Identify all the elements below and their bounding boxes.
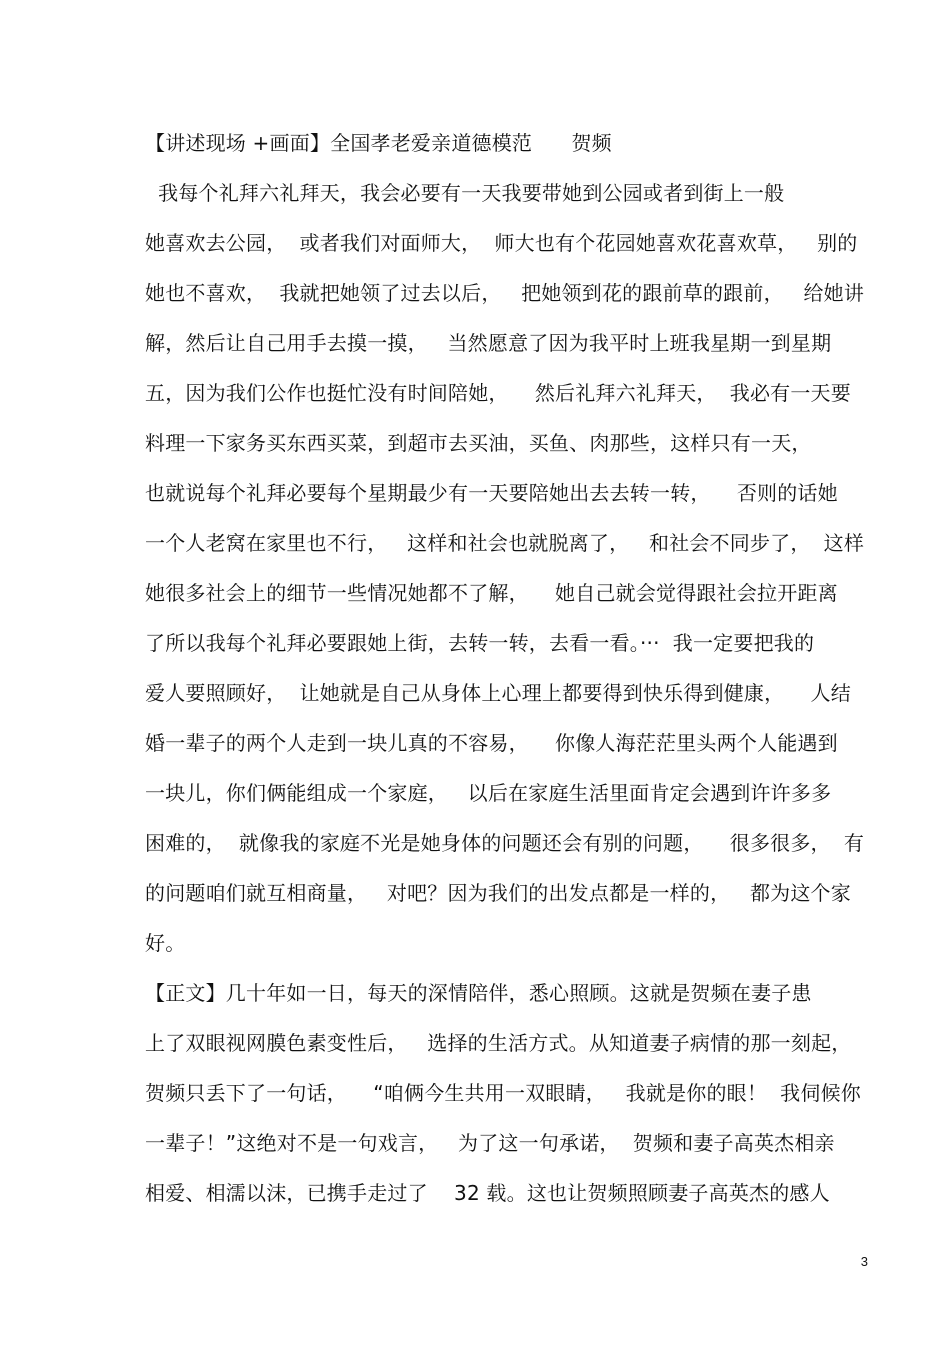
text-line: 相爱、相濡以沫，已携手走过了 32 载。这也让贺频照顾妻子高英杰的感人 xyxy=(145,1181,830,1205)
text-line: 一块儿，你们俩能组成一个家庭， 以后在家庭生活里面肯定会遇到许许多多 xyxy=(145,781,832,805)
text-line: 解，然后让自己用手去摸一摸， 当然愿意了因为我平时上班我星期一到星期 xyxy=(145,331,832,355)
text-line: 婚一辈子的两个人走到一块儿真的不容易， 你像人海茫茫里头两个人能遇到 xyxy=(145,731,838,755)
text-line: 【正文】几十年如一日，每天的深情陪伴，悉心照顾。这就是贺频在妻子患 xyxy=(145,981,812,1005)
heading-line: 【讲述现场 +画面】全国孝老爱亲道德模范 贺频 xyxy=(145,131,612,155)
text-line: 了所以我每个礼拜必要跟她上街，去转一转，去看一看。··· 我一定要把我的 xyxy=(145,631,815,655)
text-line: 困难的， 就像我的家庭不光是她身体的问题还会有别的问题， 很多很多， 有 xyxy=(145,831,865,855)
text-line: 一个人老窝在家里也不行， 这样和社会也就脱离了， 和社会不同步了， 这样 xyxy=(145,531,865,555)
text-line: 贺频只丢下了一句话， “咱俩今生共用一双眼睛， 我就是你的眼！ 我伺候你 xyxy=(145,1081,861,1105)
text-line: 五，因为我们公作也挺忙没有时间陪她， 然后礼拜六礼拜天， 我必有一天要 xyxy=(145,381,851,405)
text-line: 好。 xyxy=(145,931,186,955)
text-line: 料理一下家务买东西买菜，到超市去买油，买鱼、肉那些，这样只有一天， xyxy=(145,431,812,455)
text-line: 上了双眼视网膜色素变性后， 选择的生活方式。从知道妻子病情的那一刻起， xyxy=(145,1031,852,1055)
text-line: 也就说每个礼拜必要每个星期最少有一天要陪她出去去转一转， 否则的话她 xyxy=(145,481,838,505)
text-line: 的问题咱们就互相商量， 对吧？因为我们的出发点都是一样的， 都为这个家 xyxy=(145,881,851,905)
text-line: 爱人要照顾好， 让她就是自己从身体上心理上都要得到快乐得到健康， 人结 xyxy=(145,681,851,705)
text-line: 她也不喜欢， 我就把她领了过去以后， 把她领到花的跟前草的跟前， 给她讲 xyxy=(145,281,865,305)
text-line: 她很多社会上的细节一些情况她都不了解， 她自己就会觉得跟社会拉开距离 xyxy=(145,581,838,605)
text-line: 我每个礼拜六礼拜天，我会必要有一天我要带她到公园或者到街上一般 xyxy=(145,181,785,205)
page-number: 3 xyxy=(860,1254,868,1269)
text-line: 她喜欢去公园， 或者我们对面师大， 师大也有个花园她喜欢花喜欢草， 别的 xyxy=(145,231,858,255)
text-line: 一辈子！”这绝对不是一句戏言， 为了这一句承诺， 贺频和妻子高英杰相亲 xyxy=(145,1131,835,1155)
